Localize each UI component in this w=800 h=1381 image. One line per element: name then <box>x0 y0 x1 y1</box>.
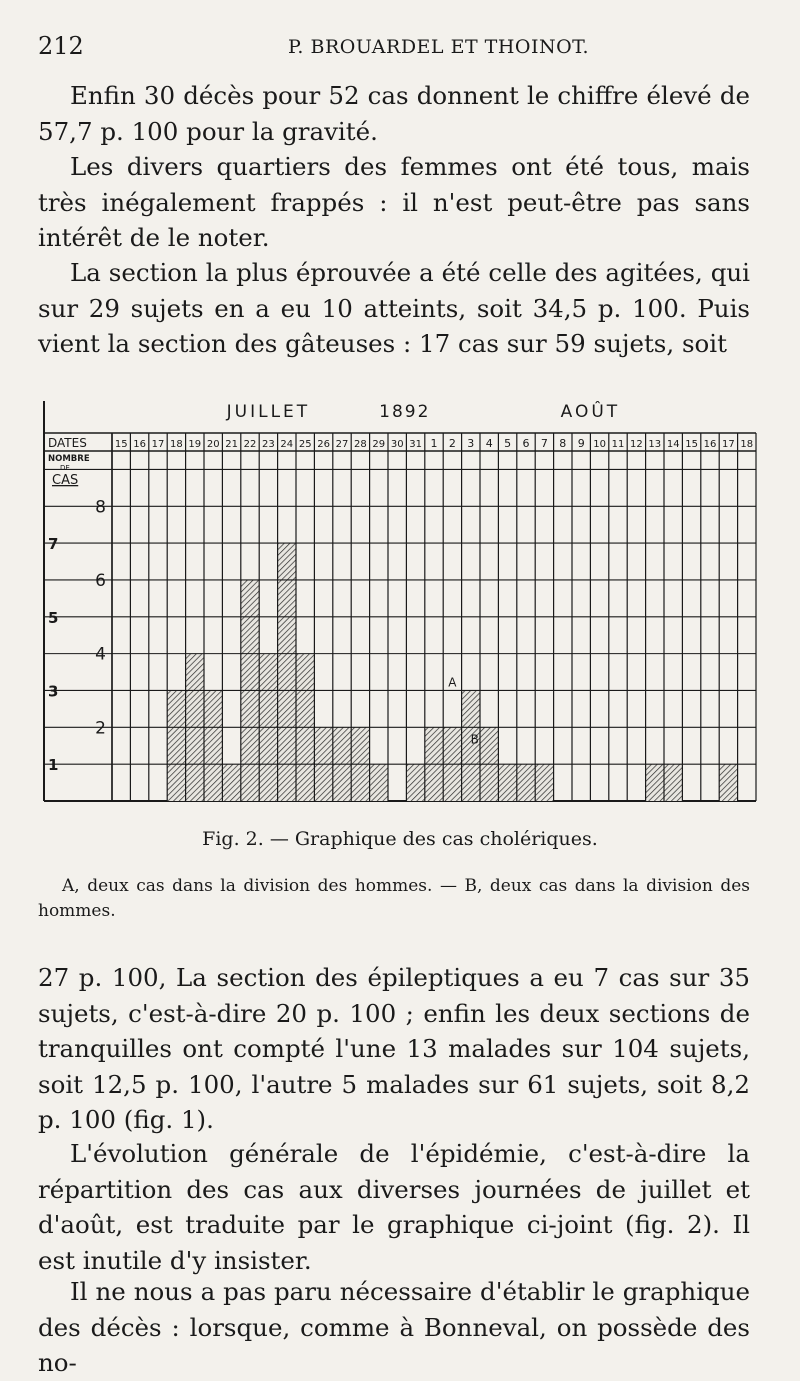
margin-number: 3 <box>48 682 59 701</box>
month-label-july: JUILLET <box>226 402 311 422</box>
date-tick-label: 24 <box>280 439 294 450</box>
paragraph-4-text: 27 p. 100, La section des épileptiques a eu 7 cas sur 35 sujets, c'est-à-dire 20 p. 100 ; enfin les deux sections de tranquilles ont compté l'une 13 malades sur 104 sujets, soit 12,5 p. 100, l'autre 5 malades sur 61 sujets, soit 8,2 p. 100 (fig. 1). <box>38 963 750 1134</box>
date-tick-label: 28 <box>354 439 367 450</box>
date-tick-label: 1 <box>430 437 438 450</box>
margin-number: 7 <box>48 535 59 554</box>
row-label-count: CAS <box>52 473 79 488</box>
paragraph-5-text: L'évolution générale de l'épidémie, c'est-à-dire la répartition des cas aux diverses journées de juillet et d'août, est traduite par le graphique ci-joint (fig. 2). Il est inutile d'y insister. <box>38 1139 750 1275</box>
date-tick-label: 23 <box>262 439 275 450</box>
date-tick-label: 17 <box>722 439 735 450</box>
date-tick-label: 11 <box>611 439 625 450</box>
annotation-label: A <box>448 675 457 690</box>
paragraph-5 <box>38 1136 750 1278</box>
date-tick-label: 21 <box>225 439 238 450</box>
date-tick-label: 30 <box>390 439 404 450</box>
chart-bar <box>664 764 682 801</box>
date-tick-label: 5 <box>504 437 512 450</box>
chart-bar <box>370 764 388 801</box>
row-label-count: DE <box>60 464 70 472</box>
paragraph-6 <box>38 1274 750 1381</box>
date-tick-label: 10 <box>593 439 606 450</box>
date-tick-label: 16 <box>133 439 146 450</box>
chart-bar <box>167 690 185 801</box>
row-label-count: NOMBRE <box>48 454 90 464</box>
cholera-chart <box>38 393 762 813</box>
paragraph-3 <box>38 255 750 362</box>
month-label-august: AOÛT <box>560 402 621 422</box>
date-tick-label: 26 <box>317 439 330 450</box>
paragraph-4 <box>38 960 750 1138</box>
date-tick-label: 20 <box>206 439 220 450</box>
chart-bar <box>535 764 553 801</box>
chart-svg <box>38 393 762 813</box>
date-tick-label: 16 <box>703 439 717 450</box>
date-tick-label: 2 <box>448 437 456 450</box>
paragraph-2 <box>38 149 750 256</box>
date-tick-label: 22 <box>243 439 257 450</box>
figure-legend-text: A, deux cas dans la division des hommes. — B, deux cas dans la division des hommes. <box>38 876 750 921</box>
date-tick-label: 6 <box>522 437 530 450</box>
date-tick-label: 27 <box>335 439 349 450</box>
chart-bar <box>406 764 424 801</box>
date-tick-label: 31 <box>409 439 422 450</box>
date-tick-label: 25 <box>298 439 312 450</box>
year-label: 1892 <box>379 402 431 422</box>
date-tick-label: 18 <box>740 439 754 450</box>
date-tick-label: 13 <box>648 439 662 450</box>
date-tick-label: 4 <box>485 437 493 450</box>
margin-number: 5 <box>48 608 59 627</box>
date-tick-label: 8 <box>559 437 567 450</box>
date-tick-label: 9 <box>577 437 585 450</box>
paragraph-6-text: Il ne nous a pas paru nécessaire d'établir le graphique des décès : lorsque, comme à Bonneval, on possède des no- <box>38 1277 750 1377</box>
date-tick-label: 17 <box>151 439 165 450</box>
chart-bar <box>222 764 240 801</box>
chart-bar <box>719 764 737 801</box>
date-tick-label: 15 <box>685 439 698 450</box>
annotation-label: B <box>470 732 479 747</box>
paragraph-1 <box>38 78 750 149</box>
date-tick-label: 12 <box>630 439 643 450</box>
date-tick-label: 29 <box>372 439 386 450</box>
chart-bar <box>646 764 664 801</box>
row-label-dates: DATES <box>48 436 87 450</box>
running-title: P. BROUARDEL ET THOINOT. <box>288 36 590 58</box>
date-tick-label: 7 <box>540 437 548 450</box>
y-tick-label: 8 <box>95 497 106 518</box>
chart-bar <box>517 764 535 801</box>
paragraph-1-text: Enfin 30 décès pour 52 cas donnent le chiffre élevé de 57,7 p. 100 pour la gravité. <box>38 81 750 146</box>
date-tick-label: 18 <box>170 439 183 450</box>
date-tick-label: 19 <box>188 439 202 450</box>
date-tick-label: 14 <box>666 439 680 450</box>
paragraph-2-text: Les divers quartiers des femmes ont été tous, mais très inégalement frappés : il n'est peut-être pas sans intérêt de le noter. <box>38 152 750 252</box>
y-tick-label: 6 <box>95 570 106 591</box>
date-tick-label: 3 <box>467 437 475 450</box>
figure-caption: Fig. 2. — Graphique des cas cholériques. <box>202 828 598 850</box>
page-header <box>38 30 762 70</box>
margin-number: 1 <box>48 756 59 775</box>
y-tick-label: 4 <box>95 644 106 665</box>
date-tick-label: 15 <box>114 439 128 450</box>
chart-bar <box>204 690 222 801</box>
figure-legend <box>38 874 750 924</box>
y-tick-label: 2 <box>95 718 106 739</box>
page-number: 212 <box>38 32 84 60</box>
chart-bar <box>278 543 296 801</box>
paragraph-3-text: La section la plus éprouvée a été celle des agitées, qui sur 29 sujets en a eu 10 atteints, soit 34,5 p. 100. Puis vient la section des gâteuses : 17 cas sur 59 sujets, soit <box>38 258 750 358</box>
chart-bar <box>498 764 516 801</box>
